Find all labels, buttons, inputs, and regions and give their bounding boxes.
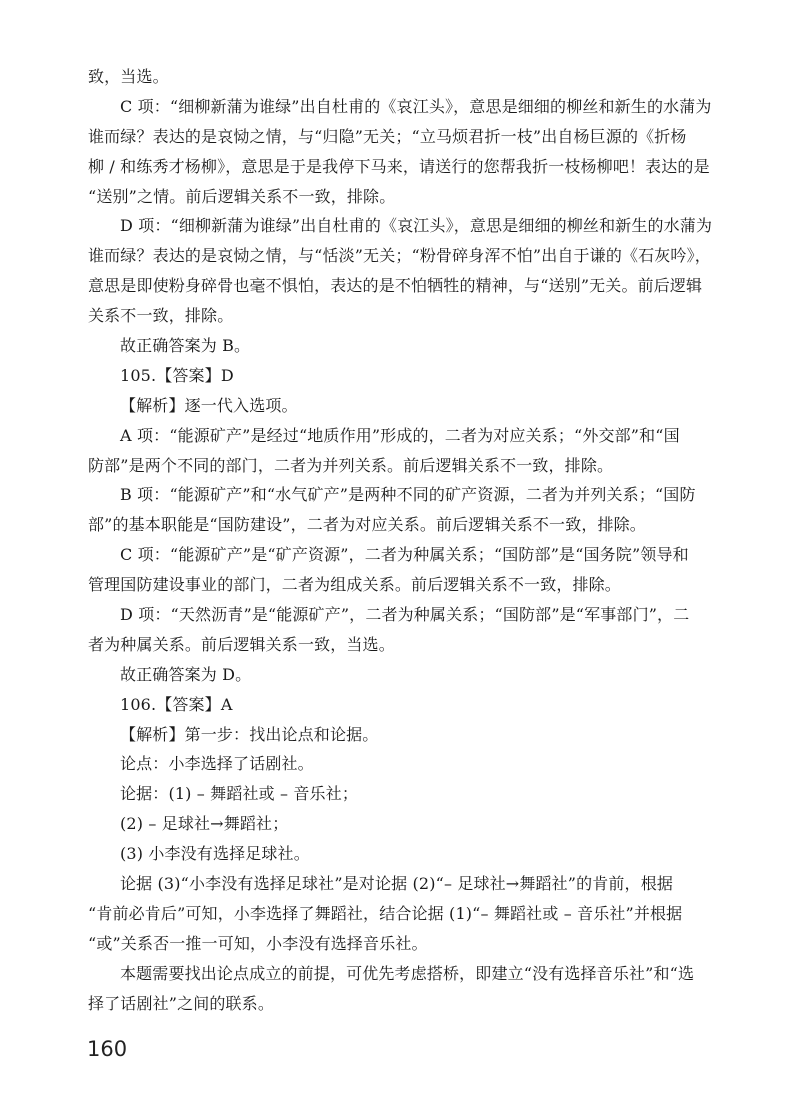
- text-line: (2) – 足球社→舞蹈社；: [120, 814, 289, 834]
- text-line: C 项：“能源矿产”是“矿产资源”，二者为种属关系；“国防部”是“国务院”领导和: [120, 545, 689, 565]
- text-line: 部”的基本职能是“国防建设”，二者为对应关系。前后逻辑关系不一致，排除。: [88, 515, 646, 535]
- text-line: 论据 (3)“小李没有选择足球社”是对论据 (2)“– 足球社→舞蹈社”的肯前，根据: [120, 874, 674, 894]
- page-number: 160: [87, 1037, 128, 1061]
- text-line: 择了话剧社”之间的联系。: [88, 993, 274, 1013]
- text-line: 防部”是两个不同的部门，二者为并列关系。前后逻辑关系不一致，排除。: [88, 455, 614, 475]
- text-line: 管理国防建设事业的部门，二者为组成关系。前后逻辑关系不一致，排除。: [88, 575, 621, 595]
- answer-heading-106: 106.【答案】A: [120, 694, 233, 714]
- text-line: D 项：“天然沥青”是“能源矿产”，二者为种属关系；“国防部”是“军事部门”，二: [120, 605, 690, 625]
- text-line: 故正确答案为 D。: [120, 664, 252, 684]
- text-line: 论据：(1) – 舞蹈社或 – 音乐社；: [120, 784, 359, 804]
- text-line: 柳 / 和练秀才杨柳》，意思是于是我停下马来，请送行的您帮我折一枝杨柳吧！表达的是: [88, 156, 710, 176]
- text-line: “肯前必肯后”可知，小李选择了舞蹈社，结合论据 (1)“– 舞蹈社或 – 音乐社”并根据: [88, 903, 683, 923]
- text-line: A 项：“能源矿产”是经过“地质作用”形成的，二者为对应关系；“外交部”和“国: [120, 425, 680, 445]
- text-line: “送别”之情。前后逻辑关系不一致，排除。: [88, 186, 396, 206]
- text-line: 者为种属关系。前后逻辑关系一致，当选。: [88, 634, 395, 654]
- text-line: (3) 小李没有选择足球社。: [120, 844, 310, 864]
- text-line: 谁而绿？表达的是哀恸之情，与“恬淡”无关；“粉骨碎身浑不怕”出自于谦的《石灰吟》，: [88, 246, 711, 266]
- text-line: B 项：“能源矿产”和“水气矿产”是两种不同的矿产资源，二者为并列关系；“国防: [120, 485, 696, 505]
- text-line: 意思是即使粉身碎骨也毫不惧怕，表达的是不怕牺牲的精神，与“送别”无关。前后逻辑: [88, 276, 703, 296]
- text-line: 论点：小李选择了话剧社。: [120, 754, 314, 774]
- text-line: 谁而绿？表达的是哀恸之情，与“归隐”无关；“立马烦君折一枝”出自杨巨源的《折杨: [88, 126, 687, 146]
- text-line: 故正确答案为 B。: [120, 336, 251, 356]
- text-line: 关系不一致，排除。: [88, 306, 234, 326]
- text-line: 本题需要找出论点成立的前提，可优先考虑搭桥，即建立“没有选择音乐社”和“选: [120, 963, 695, 983]
- text-line: 【解析】第一步：找出论点和论据。: [120, 724, 379, 744]
- text-line: 致，当选。: [88, 67, 169, 86]
- answer-heading-105: 105.【答案】D: [120, 365, 234, 385]
- text-line: “或”关系否一推一可知，小李没有选择音乐社。: [88, 933, 428, 953]
- text-line: D 项：“细柳新蒲为谁绿”出自杜甫的《哀江头》，意思是细细的柳丝和新生的水蒲为: [120, 216, 713, 236]
- body-text: [88, 62, 716, 1019]
- text-line: 【解析】逐一代入选项。: [120, 395, 298, 415]
- text-line: C 项：“细柳新蒲为谁绿”出自杜甫的《哀江头》，意思是细细的柳丝和新生的水蒲为: [120, 96, 712, 116]
